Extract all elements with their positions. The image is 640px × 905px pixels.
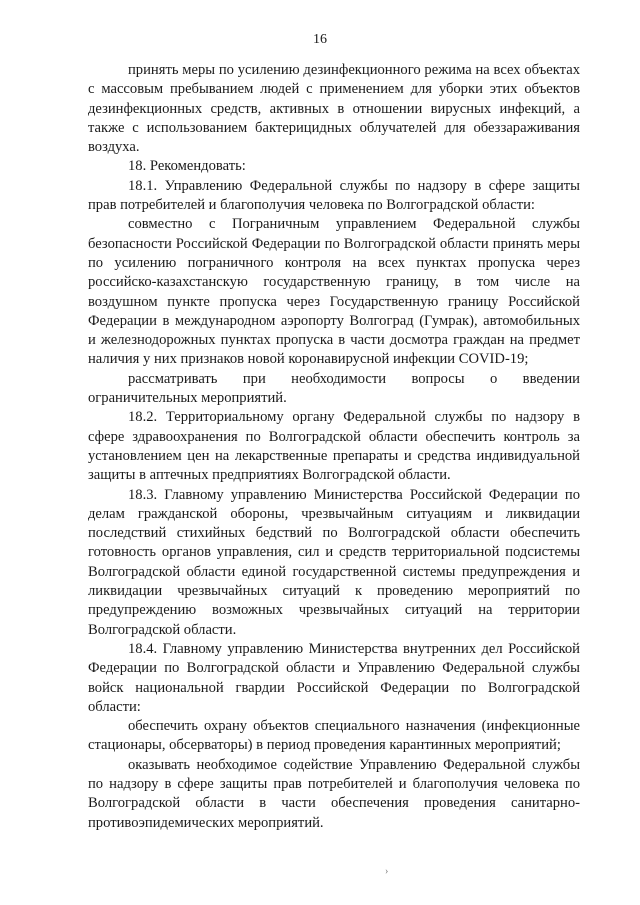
paragraph-18-1: 18.1. Управлению Федеральной службы по надзору в сфере защиты прав потребителей и благополучия человека по Волгоградской области: — [88, 177, 580, 214]
paragraph-18-4: 18.4. Главному управлению Министерства внутренних дел Российской Федерации по Волгоградской области и Управлению Федеральной службы войск национальной гвардии Российской Федерации по Волгоградской области: — [88, 640, 580, 715]
footer-mark: › — [385, 866, 389, 877]
paragraph-18-4-guard: обеспечить охрану объектов специального назначения (инфекционные стационары, обсерваторы) в период проведения карантинных мероприятий; — [88, 718, 580, 754]
paragraph-18-heading: 18. Рекомендовать: — [128, 158, 246, 175]
paragraph-disinfection-measures: принять меры по усилению дезинфекционного режима на всех объектах с массовым пребыванием людей с применением для уборки этих объектов дезинфекционных средств, активных в отношении вирусных инфекций, а также с использованием бактерицидных облучателей для обеззараживания воздуха. — [88, 62, 580, 156]
paragraph-18-1-border-control: совместно с Пограничным управлением Федеральной службы безопасности Российской Федерации по Волгоградской области принять меры по усилению пограничного контроля на всех пунктах пропуска через российско-казахстанскую государственную границу, в том числе на воздушном пункте пропуска через Государственную границу Российской Федерации в международном аэропорту Волгоград (Гумрак), автомобильных и железнодорожных пунктах пропуска в части досмотра граждан на предмет наличия у них признаков новой коронавирусной инфекции COVID-19; — [88, 216, 580, 368]
paragraph-18-4-assistance: оказывать необходимое содействие Управлению Федеральной службы по надзору в сфере защиты прав потребителей и благополучия человека по Волгоградской области в части обеспечения проведения санитарно-противоэпидемических мероприятий. — [88, 756, 580, 831]
paragraph-18-2: 18.2. Территориальному органу Федеральной службы по надзору в сфере здравоохранения по Волгоградской области обеспечить контроль за установлением цен на лекарственные препараты и средства индивидуальной защиты в аптечных предприятиях Волгоградской области. — [88, 409, 580, 484]
paragraph-18-3: 18.3. Главному управлению Министерства Российской Федерации по делам гражданской обороны, чрезвычайным ситуациям и ликвидации последствий стихийных бедствий по Волгоградской области обеспечить готовность органов управления, сил и средств территориальной подсистемы Волгоградской области единой государственной системы предупреждения и ликвидации чрезвычайных ситуаций к проведению мероприятий по предупреждению возможных чрезвычайных ситуаций на территории Волгоградской области. — [88, 486, 580, 638]
page-number: 16 — [313, 32, 327, 47]
document-body — [88, 61, 580, 833]
paragraph-18-1-restrictions: рассматривать при необходимости вопросы о введении ограничительных мероприятий. — [88, 370, 580, 407]
